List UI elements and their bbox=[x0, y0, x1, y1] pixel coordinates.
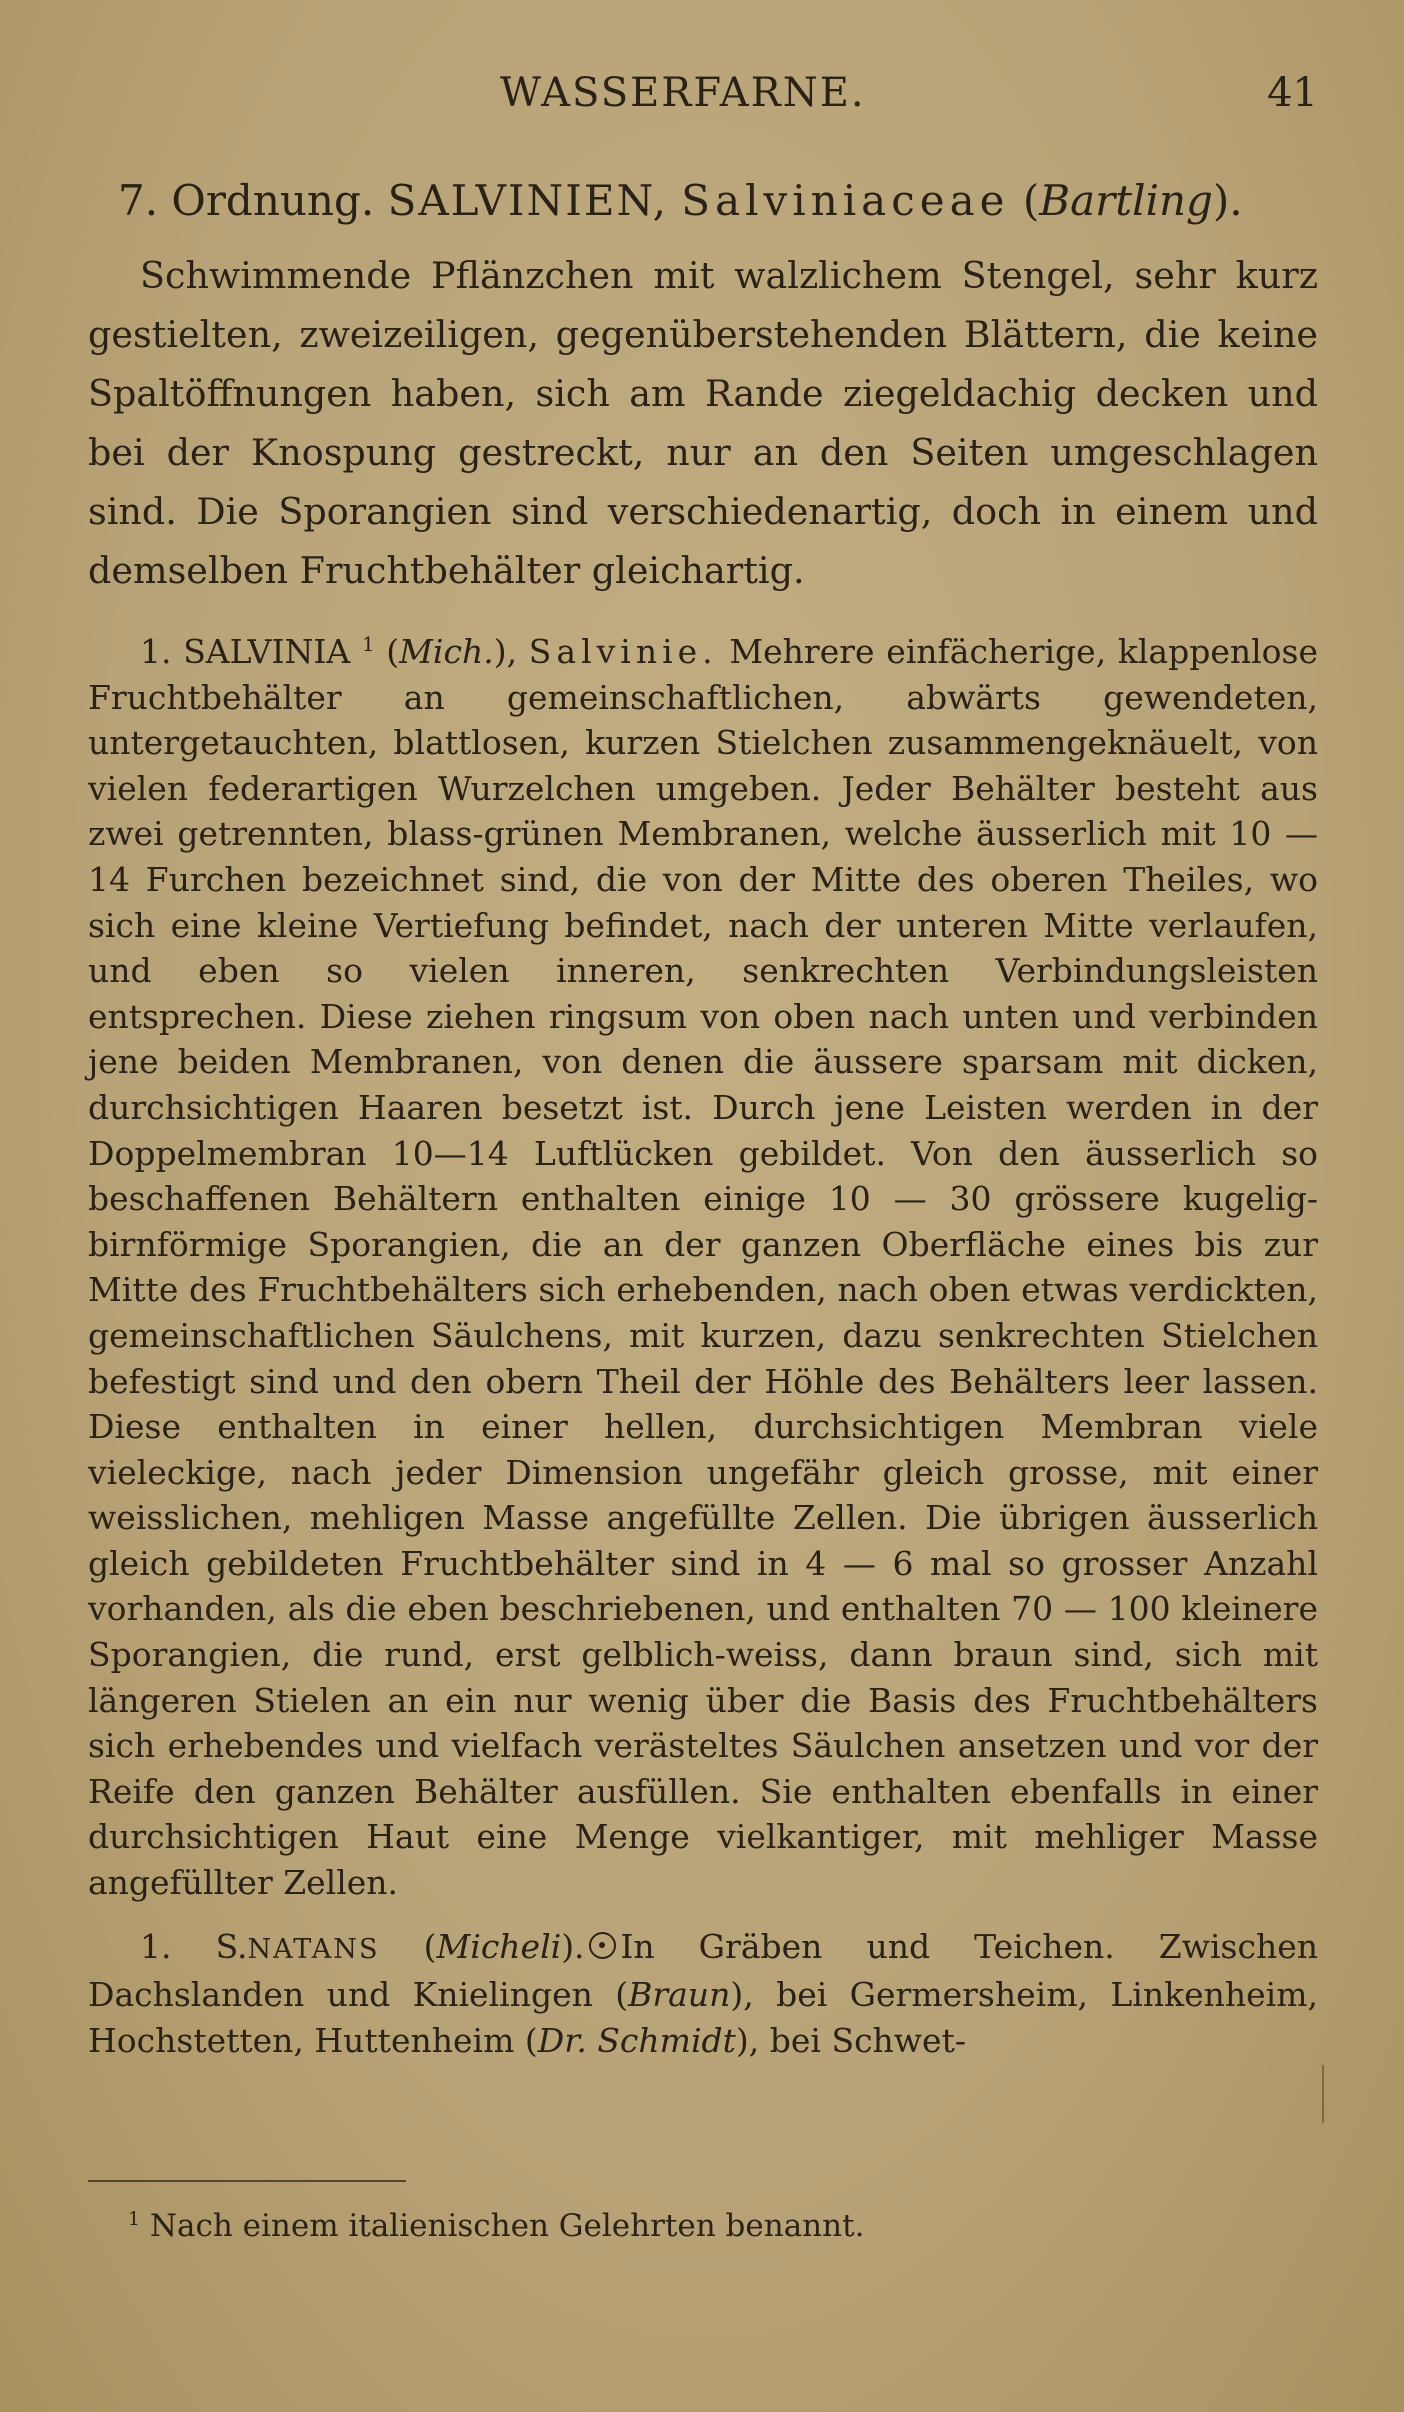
species-entry bbox=[88, 1924, 1318, 2064]
species-collector-1: Braun bbox=[628, 1975, 731, 2015]
margin-mark bbox=[1322, 2065, 1324, 2123]
genus-entry bbox=[88, 622, 1318, 1906]
species-epithet: NATANS bbox=[247, 1933, 380, 1965]
species-text-2: ), bei Germersheim, Linkenheim, Hochstetten, Huttenheim ( bbox=[88, 1975, 1318, 2060]
genus-common-name: Salvinie. bbox=[528, 632, 718, 671]
footnote-text: Nach einem italienischen Gelehrten benannt. bbox=[149, 2208, 865, 2244]
circled-dot-icon bbox=[589, 1932, 617, 1960]
order-name-latin: Salviniaceae bbox=[681, 176, 1010, 225]
species-text-1: In Gräben und Teichen. Zwischen Dachslanden und Knielingen ( bbox=[88, 1926, 1318, 2015]
order-author: Bartling bbox=[1039, 176, 1213, 225]
order-heading bbox=[88, 168, 1318, 234]
order-name-caps: SALVINIEN, bbox=[387, 176, 668, 225]
page-body bbox=[88, 168, 1318, 2063]
genus-author-close: ), bbox=[493, 632, 518, 671]
genus-description: Mehrere einfächerige, klappenlose Fruchtbehälter an gemeinschaftlichen, abwärts gewendeten, untergetauchten, blattlosen, kurzen Stielchen zusammengeknäuelt, von vielen federartigen Wurzelchen umgeben. Jeder Behälter besteht aus zwei getrennten, blass-grünen Membranen, welche äusserlich mit 10 — 14 Furchen bezeichnet sind, die von der Mitte des oberen Theiles, wo sich eine kleine Vertiefung befindet, nach der unteren Mitte verlaufen, und eben so vielen inneren, senkrechten Verbindungsleisten entsprechen. Diese ziehen ringsum von oben nach unten und verbinden jene beiden Membranen, von denen die äussere sparsam mit dicken, durchsichtigen Haaren besetzt ist. Durch jene Leisten werden in der Doppelmembran 10—14 Luftlücken gebildet. Von den äusserlich so beschaffenen Behältern enthalten einige 10 — 30 grössere kugelig-birnförmige Sporangien, die an der ganzen Oberfläche eines bis zur Mitte des Fruchtbehälters sich erhebenden, nach oben etwas verdickten, gemeinschaftlichen Säulchens, mit kurzen, dazu senkrechten Stielchen befestigt sind und den obern Theil der Höhle des Behälters leer lassen. Diese enthalten in einer hellen, durchsichtigen Membran viele vieleckige, nach jeder Dimension ungefähr gleich grosse, mit einer weisslichen, mehligen Masse angefüllte Zellen. Die übrigen äusserlich gleich gebildeten Fruchtbehälter sind in 4 — 6 mal so grosser Anzahl vorhanden, als die eben beschriebenen, und enthalten 70 — 100 kleinere Sporangien, die rund, erst gelblich-weiss, dann braun sind, sich mit längeren Stielen an ein nur wenig über die Basis des Fruchtbehälters sich erhebendes und vielfach verästeltes Säulchen ansetzen und vor der Reife den ganzen Behälter ausfüllen. Sie enthalten ebenfalls in einer durchsichtigen Haut eine Menge vielkantiger, mit mehliger Masse angefüllter Zellen. bbox=[88, 632, 1319, 1903]
order-prefix: 7. Ordnung. bbox=[118, 176, 375, 225]
running-head: WASSERFARNE. bbox=[500, 70, 866, 116]
genus-author-open: ( bbox=[386, 632, 400, 671]
footnote-divider bbox=[88, 2180, 406, 2182]
species-text-3: ), bei Schwet- bbox=[735, 2020, 966, 2060]
genus-name: SALVINIA bbox=[183, 632, 351, 671]
page-header bbox=[88, 70, 1318, 130]
genus-author: Mich. bbox=[399, 632, 494, 671]
page-number: 41 bbox=[1267, 70, 1318, 116]
species-author-open: ( bbox=[423, 1926, 437, 1966]
footnote-mark: 1 bbox=[128, 2208, 140, 2230]
genus-footnote-ref: 1 bbox=[361, 633, 375, 656]
footnote bbox=[128, 2208, 864, 2244]
order-author-open: ( bbox=[1022, 176, 1040, 225]
species-number: 1. bbox=[140, 1926, 172, 1966]
species-collector-2: Dr. Schmidt bbox=[537, 2020, 736, 2060]
order-description: Schwimmende Pflänzchen mit walzlichem Stengel, sehr kurz gestielten, zweizeiligen, gegenüberstehenden Blättern, die keine Spaltöffnungen haben, sich am Rande ziegeldachig decken und bei der Knospung gestreckt, nur an den Seiten umgeschlagen sind. Die Sporangien sind verschiedenartig, doch in einem und demselben Fruchtbehälter gleichartig. bbox=[88, 254, 1318, 592]
genus-number: 1. bbox=[140, 632, 172, 671]
species-author-close: ). bbox=[561, 1926, 585, 1966]
order-author-close: ). bbox=[1212, 176, 1243, 225]
species-genus-abbrev: S. bbox=[215, 1926, 248, 1966]
species-author: Micheli bbox=[436, 1926, 562, 1966]
